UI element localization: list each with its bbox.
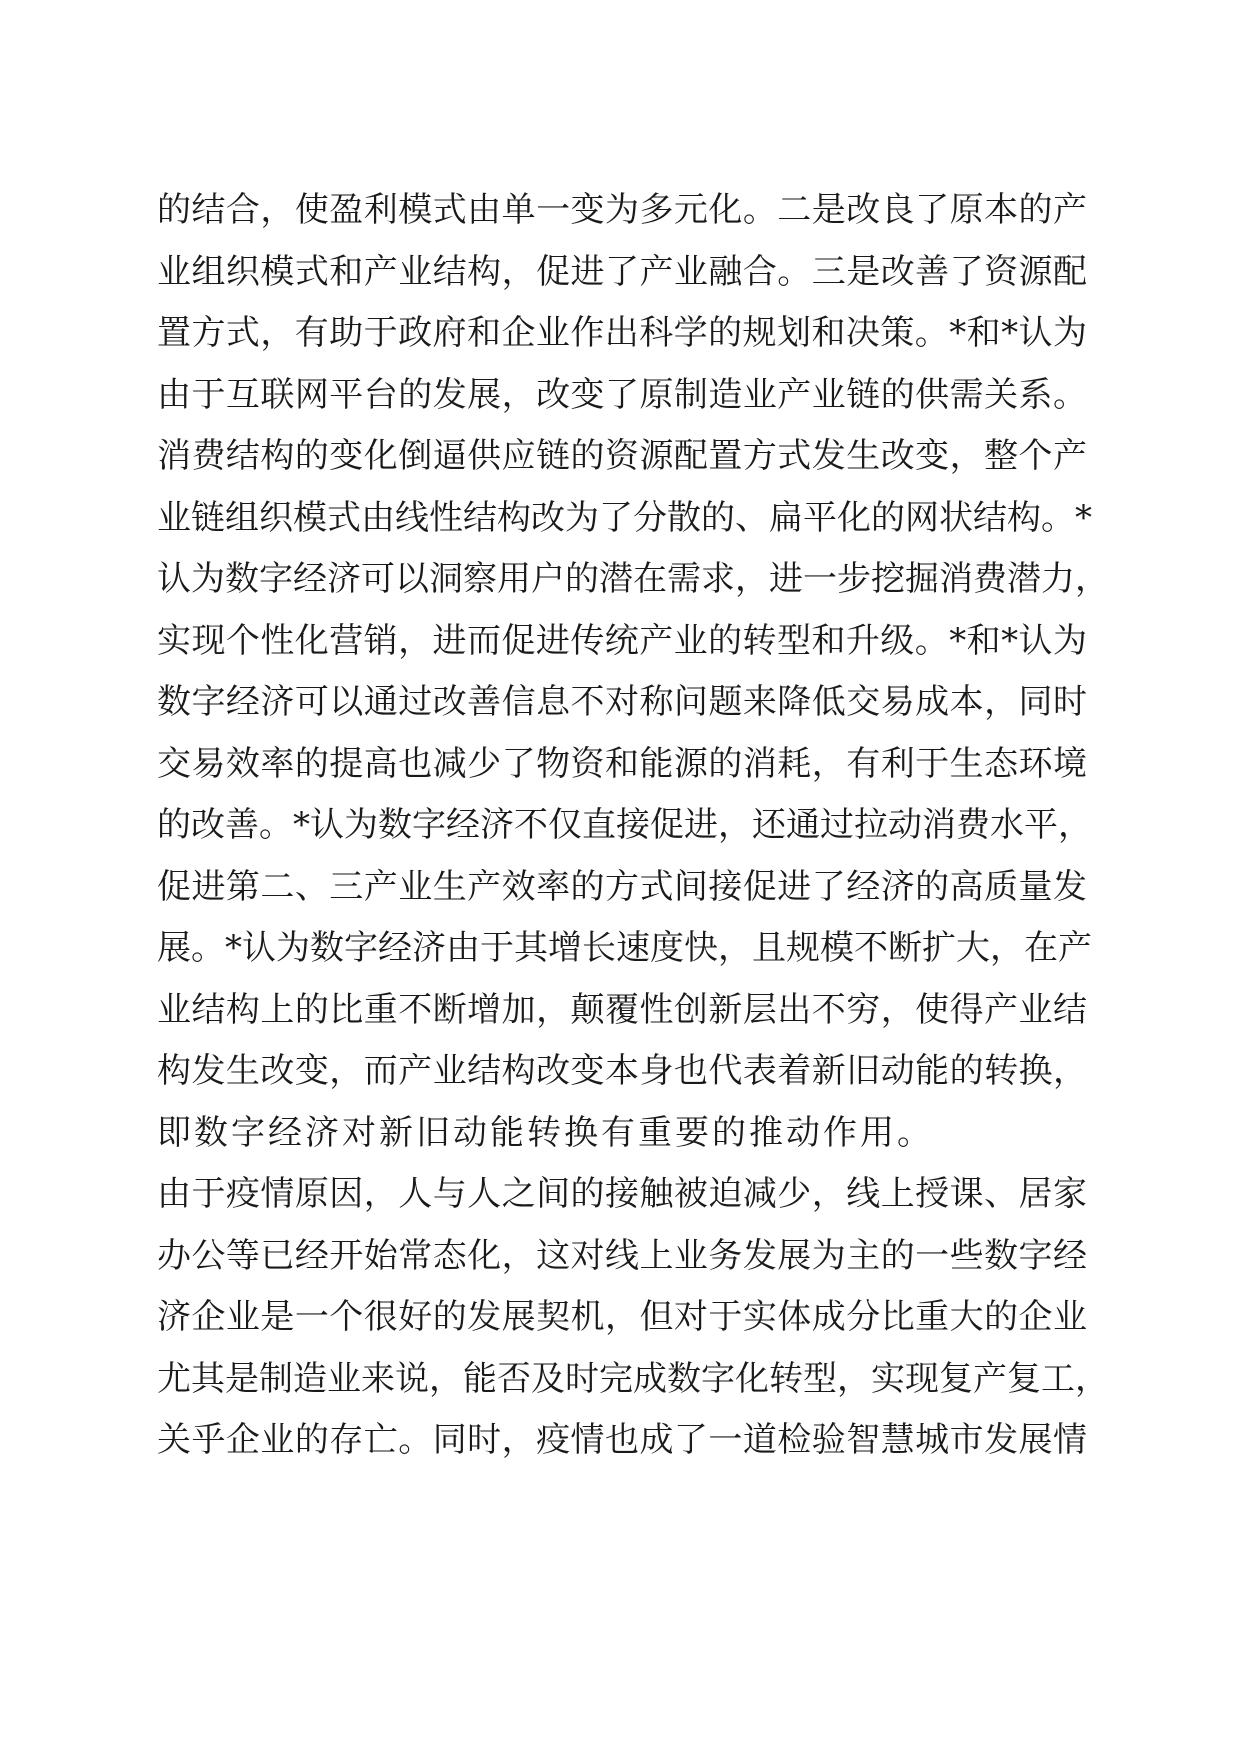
text-line: 交易效率的提高也减少了物资和能源的消耗，有利于生态环境	[157, 743, 1087, 784]
text-line: 的结合，使盈利模式由单一变为多元化。二是改良了原本的产	[157, 190, 1087, 230]
text-line: 尤其是制造业来说，能否及时完成数字化转型，实现复产复工，	[157, 1358, 1109, 1399]
body-text	[157, 180, 1109, 1472]
text-line: 促进第二、三产业生产效率的方式间接促进了经济的高质量发	[157, 866, 1087, 907]
text-line: 认为数字经济可以洞察用户的潜在需求，进一步挖掘消费潜力，	[157, 559, 1109, 599]
text-line: 的改善。*认为数字经济不仅直接促进，还通过拉动消费水平，	[157, 805, 1092, 845]
text-line: 业链组织模式由线性结构改为了分散的、扁平化的网状结构。*	[157, 497, 1092, 538]
text-line: 济企业是一个很好的发展契机，但对于实体成分比重大的企业	[157, 1297, 1087, 1337]
text-line: 置方式，有助于政府和企业作出科学的规划和决策。*和*认为	[157, 313, 1087, 353]
paragraph-2	[157, 1164, 1109, 1472]
text-line: 业组织模式和产业结构，促进了产业融合。三是改善了资源配	[157, 251, 1087, 292]
text-line: 由于互联网平台的发展，改变了原制造业产业链的供需关系。	[157, 374, 1087, 415]
text-line: 实现个性化营销，进而促进传统产业的转型和升级。*和*认为	[157, 620, 1087, 661]
paragraph-1	[157, 180, 1109, 1164]
text-line: 数字经济可以通过改善信息不对称问题来降低交易成本，同时	[157, 682, 1087, 722]
text-line: 业结构上的比重不断增加，颠覆性创新层出不穷，使得产业结	[157, 989, 1087, 1030]
text-line: 展。*认为数字经济由于其增长速度快，且规模不断扩大，在产	[157, 928, 1092, 968]
text-line: 由于疫情原因，人与人之间的接触被迫减少，线上授课、居家	[157, 1174, 1087, 1214]
text-line: 办公等已经开始常态化，这对线上业务发展为主的一些数字经	[157, 1235, 1087, 1276]
text-line: 即数字经济对新旧动能转换有重要的推动作用。	[157, 1112, 934, 1153]
text-line: 消费结构的变化倒逼供应链的资源配置方式发生改变，整个产	[157, 436, 1087, 476]
text-line: 构发生改变，而产业结构改变本身也代表着新旧动能的转换，	[157, 1051, 1087, 1091]
text-line: 关乎企业的存亡。同时，疫情也成了一道检验智慧城市发展情	[157, 1420, 1087, 1460]
